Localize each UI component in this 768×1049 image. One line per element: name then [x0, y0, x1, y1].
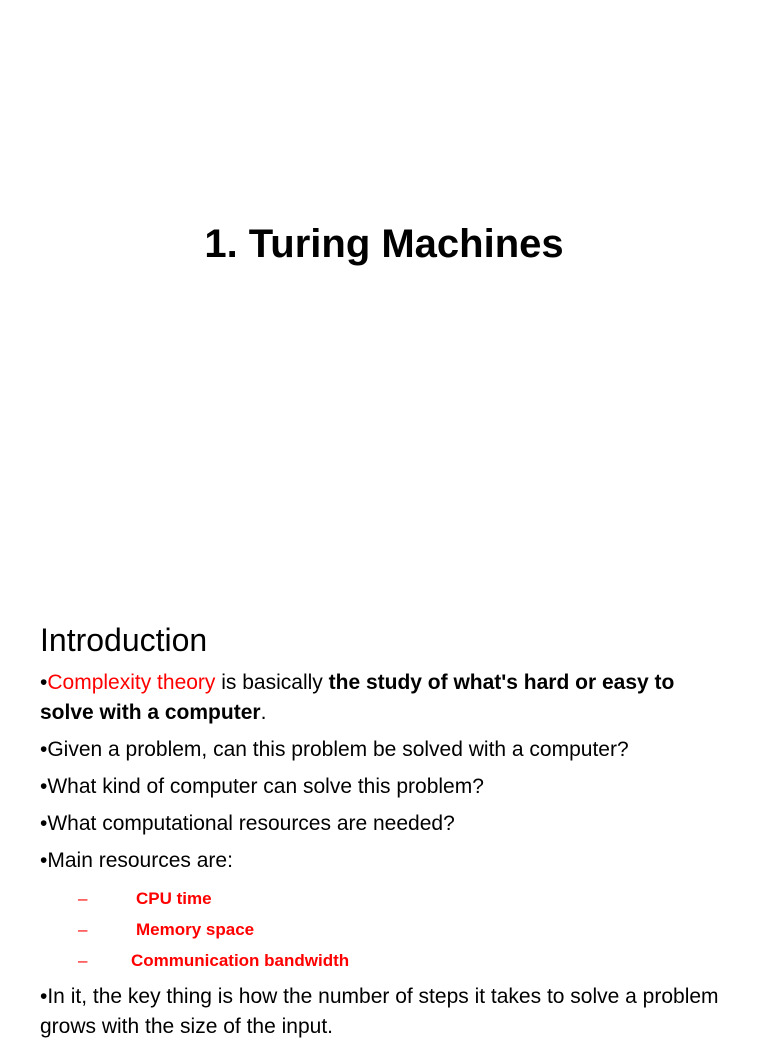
slide-title: 1. Turing Machines: [204, 222, 564, 266]
bullet-key-thing: •In it, the key thing is how the number of steps it takes to solve a problem grows with the size of the input.: [40, 985, 719, 1038]
bullet-what-kind-of-computer: •What kind of computer can solve this problem?: [40, 775, 484, 798]
slide-content: [40, 620, 730, 1049]
section-heading: Introduction: [40, 622, 208, 658]
sub-item-label: CPU time: [136, 889, 212, 908]
sub-item-memory-space: [40, 914, 730, 945]
dash-marker: –: [78, 889, 88, 908]
sub-item-communication-bandwidth: [40, 945, 730, 976]
bullet-given-problem: •Given a problem, can this problem be solved with a computer?: [40, 738, 629, 761]
sub-item-label: Communication bandwidth: [131, 951, 350, 970]
bullet-text: is basically: [215, 671, 329, 694]
sub-item-cpu-time: [40, 883, 730, 914]
dash-marker: –: [78, 951, 88, 970]
bullet-period: .: [260, 701, 267, 724]
resources-sub-list: [40, 883, 730, 976]
bullet-complexity-theory: [40, 668, 730, 728]
bullet-computational-resources: •What computational resources are needed?: [40, 812, 455, 835]
dash-marker: –: [78, 920, 88, 939]
bullet-marker: •: [40, 671, 48, 694]
bullet-emphasis: the study of what's hard or easy to solve with a computer: [40, 671, 675, 724]
sub-item-label: Memory space: [136, 920, 255, 939]
bullet-main-resources: •Main resources are:: [40, 849, 233, 872]
complexity-theory-term: Complexity theory: [47, 671, 216, 694]
